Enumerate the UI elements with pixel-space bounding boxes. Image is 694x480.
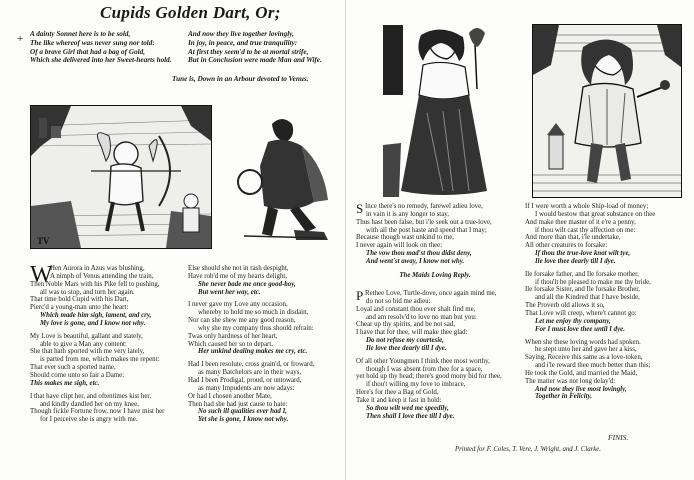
verse-line: And now they live most lovingly, bbox=[535, 385, 627, 393]
verse-line: Have rob'd me of my hearts delight, bbox=[188, 272, 288, 280]
verse-line: No such ill qualities ever had I, bbox=[198, 408, 288, 416]
verse-line: for I perceive she is angry with me. bbox=[40, 416, 138, 424]
verse-line: Had I been resolute, cross grain'd, or froward, bbox=[188, 361, 315, 369]
verse-column-1 bbox=[30, 262, 165, 424]
verse-line: and kindly dandled her on my knee, bbox=[40, 400, 139, 408]
verse-line: able to give a Man any content: bbox=[40, 340, 127, 348]
verse-line: Should come unto so fair a Dame: bbox=[30, 371, 125, 379]
verse-column-3-bottom bbox=[356, 290, 502, 421]
verse-line: I that have clipt her, and oftentimes kist her, bbox=[30, 392, 152, 400]
intro-line: At first they seem'd to be at mortal strife, bbox=[188, 47, 309, 56]
verse-line: Or had I chosen another Mate, bbox=[188, 392, 272, 400]
drop-cap-w: W bbox=[30, 262, 53, 288]
verse-line: Thus hast been false, but i'le seek out a true-love, bbox=[356, 218, 492, 226]
verse-line: That Love will creep, where't cannot go: bbox=[525, 309, 637, 317]
verse-line: Hen Aurora in Azus was blushing, bbox=[50, 265, 145, 272]
cross-mark: + bbox=[17, 33, 24, 45]
verse-line: if thou wilt cast thy affection on me: bbox=[535, 226, 636, 234]
finis-mark: FINIS. bbox=[608, 433, 629, 442]
drop-cap-p: P bbox=[356, 288, 364, 303]
verse-line: So thou wilt wed me speedily, bbox=[366, 404, 449, 412]
woodcut-initials: TV bbox=[37, 236, 50, 246]
tune-line: Tune is, Down in an Arbour devoted to Venus. bbox=[172, 75, 309, 83]
verse-line: If I were worth a whole Ship-load of money; bbox=[525, 203, 649, 210]
verse-line: That ever such a sported name, bbox=[30, 364, 116, 372]
cavalier-woodcut-image bbox=[224, 106, 344, 246]
verse-line: I never again will look on thee: bbox=[356, 242, 443, 250]
verse-line: Her unkind dealing makes me cry, etc. bbox=[198, 348, 308, 356]
reply-heading: The Maids Loving Reply. bbox=[399, 272, 471, 279]
verse-line: as many Impudents are now adays: bbox=[198, 384, 295, 392]
verse-line: She never bade me once good-boy, bbox=[198, 280, 296, 288]
verse-line: Because though wast unkind to me, bbox=[356, 234, 454, 242]
verse-line: though I was absent from thee for a space, bbox=[366, 365, 483, 373]
verse-column-3-top bbox=[356, 203, 492, 266]
verse-line: with all the post haste and speed that I may; bbox=[366, 226, 487, 234]
intro-line: But in Conclusion were made Man and Wife. bbox=[188, 56, 322, 65]
verse-line: Then had she had just cause to hate: bbox=[188, 400, 288, 408]
verse-line: Saying, Receive this same as a love-token, bbox=[525, 354, 643, 362]
verse-line: Then shall I love thee till I dye. bbox=[366, 412, 455, 420]
verse-line: he stept unto her and gave her a kiss, bbox=[535, 346, 637, 354]
verse-line: why she my company thus should refrain: bbox=[198, 324, 314, 332]
intro-line: In joy, in peace, and true tranquility: bbox=[188, 38, 298, 47]
verse-line: and am resolv'd to love no man but you: bbox=[366, 313, 477, 321]
verse-line: is parted from me, which makes me repent: bbox=[40, 356, 160, 364]
verse-line: Ince there's no remedy, farewel adieu love, bbox=[365, 203, 483, 210]
verse-line: Of all other Youngmen I think thee most worthy, bbox=[356, 357, 490, 365]
verse-line: Chear up thy spirits, and be not sad, bbox=[356, 321, 455, 329]
woodcut-cavalier bbox=[223, 105, 345, 247]
verse-line: Twas only hardness of her heart, bbox=[188, 332, 278, 340]
verse-line: Ile forsake father, and Ile forsake mother, bbox=[525, 270, 639, 278]
woodcut-gentleman bbox=[532, 24, 682, 198]
verse-line: in vain it is any longer to stay, bbox=[366, 210, 449, 218]
verse-line: I never gave my Love any occasion, bbox=[188, 301, 288, 309]
gentleman-woodcut-image bbox=[533, 25, 681, 197]
verse-line: Nor can she shew me any good reason, bbox=[188, 317, 296, 325]
verse-line: The vow thou mad'st thou didst deny, bbox=[366, 250, 472, 258]
verse-line: Then Noble Mars with his Pike fell to pushing, bbox=[30, 280, 160, 288]
lady-woodcut-image bbox=[383, 25, 509, 197]
verse-line: This makes me sigh, etc. bbox=[30, 379, 100, 387]
cupid-woodcut-image bbox=[31, 106, 211, 248]
verse-line: yet hold up thy head; there's good mony bid for thee, bbox=[356, 373, 502, 381]
verse-line: Ile forsake Sister, and Ile forsake Brother, bbox=[525, 286, 641, 294]
ballad-title: Cupids Golden Dart, Or; bbox=[100, 3, 281, 22]
verse-line: That time bold Cupid with his Dart, bbox=[30, 296, 129, 304]
verse-line: If thou the true-love knot wilt tye, bbox=[535, 250, 631, 258]
intro-line: Of a brave Girl that had a bag of Gold, bbox=[30, 47, 145, 56]
verse-line: all was to stop, and turn her again. bbox=[40, 288, 135, 296]
woodcut-cupid bbox=[30, 105, 212, 249]
verse-line: Pierc'd a young-man unto the heart: bbox=[30, 304, 129, 312]
verse-line: Together in Felicity. bbox=[535, 393, 593, 401]
verse-line: Here's for thee a Bag of Gold, bbox=[356, 389, 439, 397]
verse-line: Had I been Prodigal, proud, or untoward, bbox=[188, 376, 302, 384]
page-fold bbox=[345, 0, 346, 480]
verse-line: Let me enjoy thy company, bbox=[535, 317, 611, 325]
verse-line: And more than that, i'le undertake, bbox=[525, 234, 621, 242]
verse-line: Which made him sigh, lament, and cry, bbox=[40, 312, 152, 320]
verse-line: Else should she not in rash despight, bbox=[188, 265, 289, 272]
verse-line: Take it and keep it fast in hold: bbox=[356, 396, 442, 404]
drop-cap-s: S bbox=[356, 201, 364, 216]
verse-line: and all the Kindred that I have beside, bbox=[535, 294, 640, 302]
verse-line: My Love is beautiful, gallant and stately, bbox=[30, 332, 143, 340]
verse-line: Though fickle Fortune frow, now I have mist her bbox=[30, 408, 165, 416]
verse-line: if thou'lt be pleased to make me thy bride, bbox=[535, 278, 651, 286]
verse-line: He took the Gold, and married the Maid, bbox=[525, 369, 638, 377]
verse-line: Ile love thee dearly till I dye. bbox=[535, 257, 616, 265]
printer-line: Printed for F. Coles, T. Vere, J. Wright, and J. Clarke. bbox=[455, 446, 601, 453]
verse-line: The matter was not long delay'd: bbox=[525, 377, 616, 385]
verse-line: Which caused her so to depart, bbox=[188, 340, 273, 348]
verse-line: whereby to hold me so much in disdain, bbox=[198, 309, 309, 317]
verse-line: But went her way, etc. bbox=[198, 288, 261, 296]
verse-line: She that hath sported with me very lately, bbox=[30, 348, 145, 356]
intro-line: A dainty Sonnet here is to be sold, bbox=[30, 30, 131, 38]
verse-line: I have that for thee, will make thee glad: bbox=[356, 329, 468, 337]
verse-line: Do not refuse my courtesie, bbox=[366, 337, 444, 345]
verse-line: Ile love thee dearly till I dye. bbox=[366, 344, 447, 352]
verse-line: The Proverb old allows it so, bbox=[525, 302, 605, 310]
verse-line: A nimph of Venus attending the train, bbox=[50, 272, 154, 280]
verse-line: and i'le reward thee much better than this; bbox=[535, 362, 651, 370]
verse-line: as many Batchelors are in their ways, bbox=[198, 369, 302, 377]
verse-line: All other creatures to forsake: bbox=[525, 242, 608, 250]
woodcut-lady bbox=[382, 24, 510, 198]
verse-line: I would bestow that great substance on thee bbox=[535, 210, 656, 218]
intro-right bbox=[188, 30, 322, 65]
intro-line: And now they live together lovingly, bbox=[188, 30, 294, 38]
verse-column-4 bbox=[525, 203, 655, 401]
verse-line: Yet she is gone, I know not why. bbox=[198, 416, 289, 424]
verse-line: if thou't willing my love to imbrace, bbox=[366, 381, 466, 389]
verse-column-2 bbox=[188, 265, 314, 424]
verse-line: And make thee master of it e're a penny, bbox=[525, 218, 636, 226]
intro-line: The like whereof was never sung nor told: bbox=[30, 38, 155, 47]
verse-line: And went'st away, I know not why. bbox=[366, 257, 465, 265]
intro-left bbox=[30, 30, 172, 65]
verse-line: Rethee Love, Turtle-dove, once again mind me, bbox=[365, 290, 497, 297]
intro-line: Which she delivered into her Sweet-hearts hold. bbox=[30, 56, 172, 65]
verse-line: Loyal and constant thou ever shalt find me, bbox=[356, 305, 476, 313]
verse-line: When she these loving words had spoken. bbox=[525, 338, 641, 346]
verse-line: For I must love thee until I dye. bbox=[535, 325, 625, 333]
verse-line: My love is gone, and I know not why. bbox=[40, 319, 146, 327]
verse-line: do not so bid me adieu: bbox=[366, 297, 431, 305]
